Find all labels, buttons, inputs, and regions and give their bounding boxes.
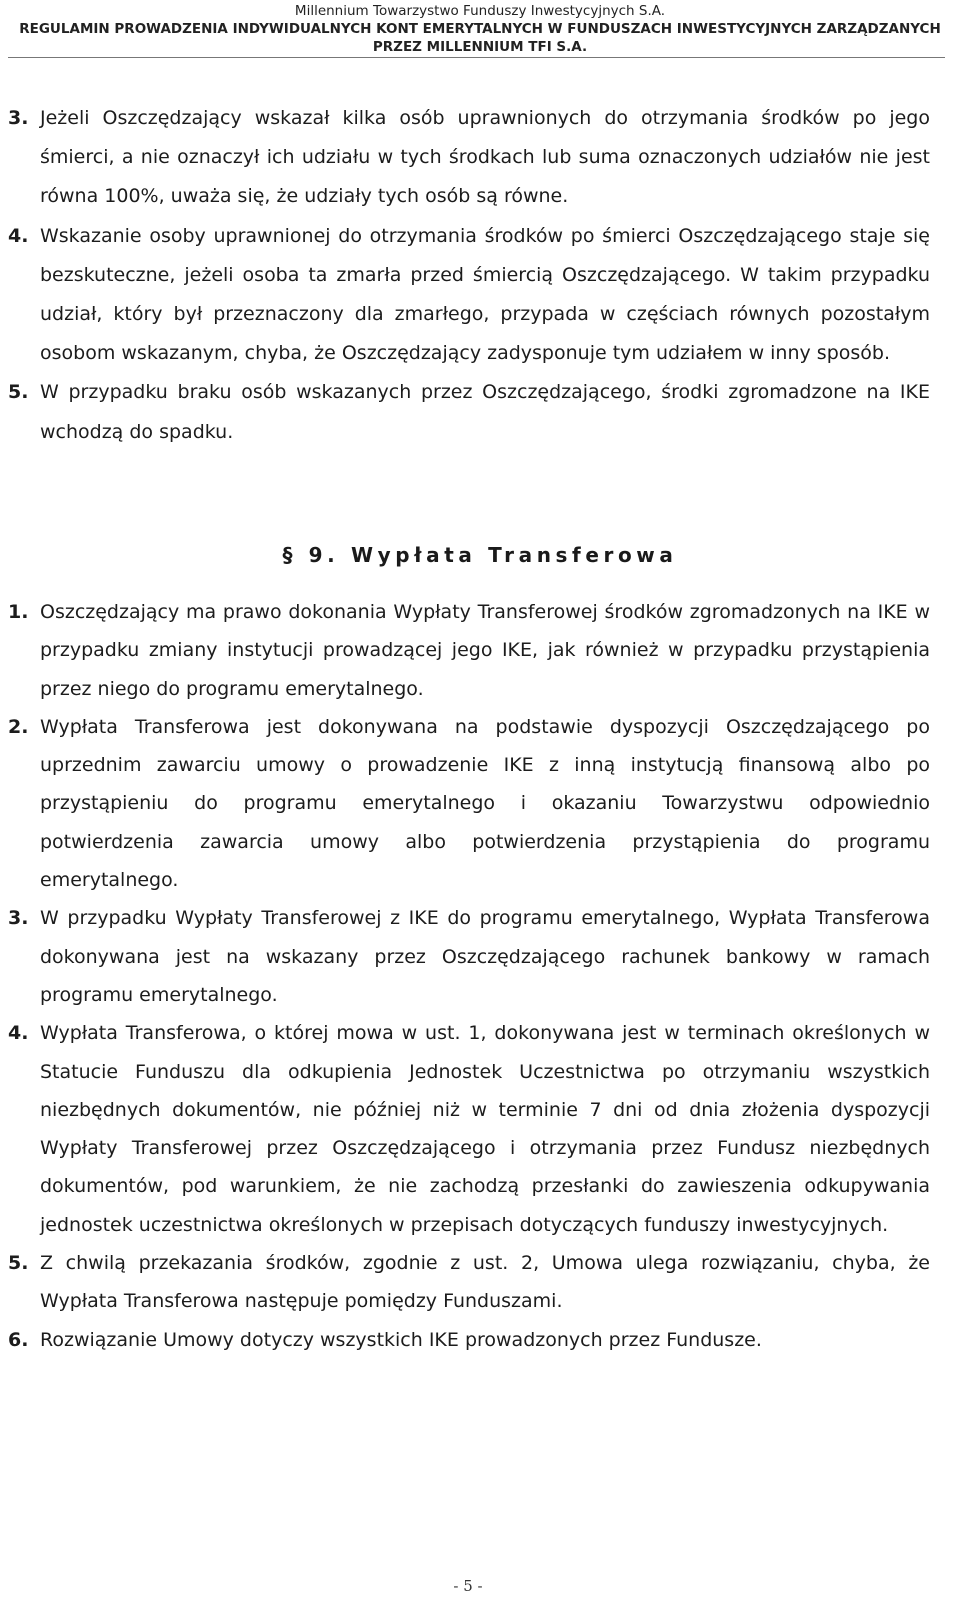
page-header — [0, 2, 960, 56]
section-9-body — [8, 593, 930, 1359]
company-name: Millennium Towarzystwo Funduszy Inwestycyjnych S.A. — [294, 3, 666, 19]
item-number: 6. — [8, 1328, 29, 1351]
list-item — [8, 899, 930, 1014]
section-8-continuation — [8, 99, 930, 452]
item-number: 4. — [8, 224, 29, 247]
regulation-subtitle: PRZEZ MILLENNIUM TFI S.A. — [372, 39, 588, 55]
item-number: 4. — [8, 1022, 29, 1045]
list-item — [8, 1014, 930, 1244]
item-text: Wypłata Transferowa, o której mowa w ust. 1, dokonywana jest w terminach określonych w Statucie Funduszu dla odkupienia Jednostek Uczestnictwa po otrzymaniu wszystkich niezbędnych dokumentów, nie później niż w terminie 7 dni od dnia złożenia dyspozycji Wypłaty Transferowej przez Oszczędzającego i otrzymania przez Fundusz niezbędnych dokumentów, pod warunkiem, że nie zachodzą przesłanki do zawieszenia odkupywania jednostek uczestnictwa określonych w przepisach dotyczących funduszy inwestycyjnych. — [40, 1022, 930, 1236]
item-number: 1. — [8, 601, 29, 623]
item-number: 5. — [8, 381, 29, 404]
section-heading: § 9. Wypłata Transferowa — [282, 543, 678, 567]
item-number: 3. — [8, 107, 29, 129]
item-number: 3. — [8, 907, 29, 930]
item-number: 2. — [8, 715, 29, 738]
item-number: 5. — [8, 1252, 29, 1275]
header-divider — [8, 57, 945, 58]
item-text: W przypadku Wypłaty Transferowej z IKE do programu emerytalnego, Wypłata Transferowa dokonywana jest na wskazany przez Oszczędzającego rachunek bankowy w ramach programu emerytalnego. — [40, 907, 930, 1006]
list-item — [8, 708, 930, 899]
regulation-title: REGULAMIN PROWADZENIA INDYWIDUALNYCH KONT EMERYTALNYCH W FUNDUSZACH INWESTYCYJNYCH ZARZĄDZANYCH — [19, 21, 941, 37]
list-item — [8, 1321, 930, 1359]
item-text: Oszczędzający ma prawo dokonania Wypłaty Transferowej środków zgromadzonych na IKE w przypadku zmiany instytucji prowadzącej jego IKE, jak również w przypadku przystąpienia przez niego do programu emerytalnego. — [40, 601, 930, 700]
item-text: W przypadku braku osób wskazanych przez Oszczędzającego, środki zgromadzone na IKE wchodzą do spadku. — [40, 381, 930, 443]
list-item — [8, 593, 930, 708]
list-item — [8, 217, 930, 374]
list-item — [8, 99, 930, 217]
item-text: Jeżeli Oszczędzający wskazał kilka osób uprawnionych do otrzymania środków po jego śmierci, a nie oznaczył ich udziału w tych środkach lub suma oznaczonych udziałów nie jest równa 100%, uważa się, że udziały tych osób są równe. — [40, 107, 930, 208]
item-text: Z chwilą przekazania środków, zgodnie z ust. 2, Umowa ulega rozwiązaniu, chyba, że Wypłata Transferowa następuje pomiędzy Funduszami. — [40, 1252, 930, 1313]
list-item — [8, 1244, 930, 1321]
list-item — [8, 373, 930, 451]
item-text: Rozwiązanie Umowy dotyczy wszystkich IKE prowadzonych przez Fundusze. — [40, 1328, 762, 1351]
page-number: - 5 - — [453, 1577, 483, 1595]
item-text: Wypłata Transferowa jest dokonywana na podstawie dyspozycji Oszczędzającego po uprzednim zawarciu umowy o prowadzenie IKE z inną instytucją finansową albo po przystąpieniu do programu emerytalnego i okazaniu Towarzystwu odpowiednio potwierdzenia zawarcia umowy albo potwierdzenia przystąpienia do programu emerytalnego. — [40, 715, 930, 892]
item-text: Wskazanie osoby uprawnionej do otrzymania środków po śmierci Oszczędzającego staje się bezskuteczne, jeżeli osoba ta zmarła przed śmiercią Oszczędzającego. W takim przypadku udział, który był przeznaczony dla zmarłego, przypada w częściach równych pozostałym osobom wskazanym, chyba, że Oszczędzający zadysponuje tym udziałem w inny sposób. — [40, 224, 930, 365]
